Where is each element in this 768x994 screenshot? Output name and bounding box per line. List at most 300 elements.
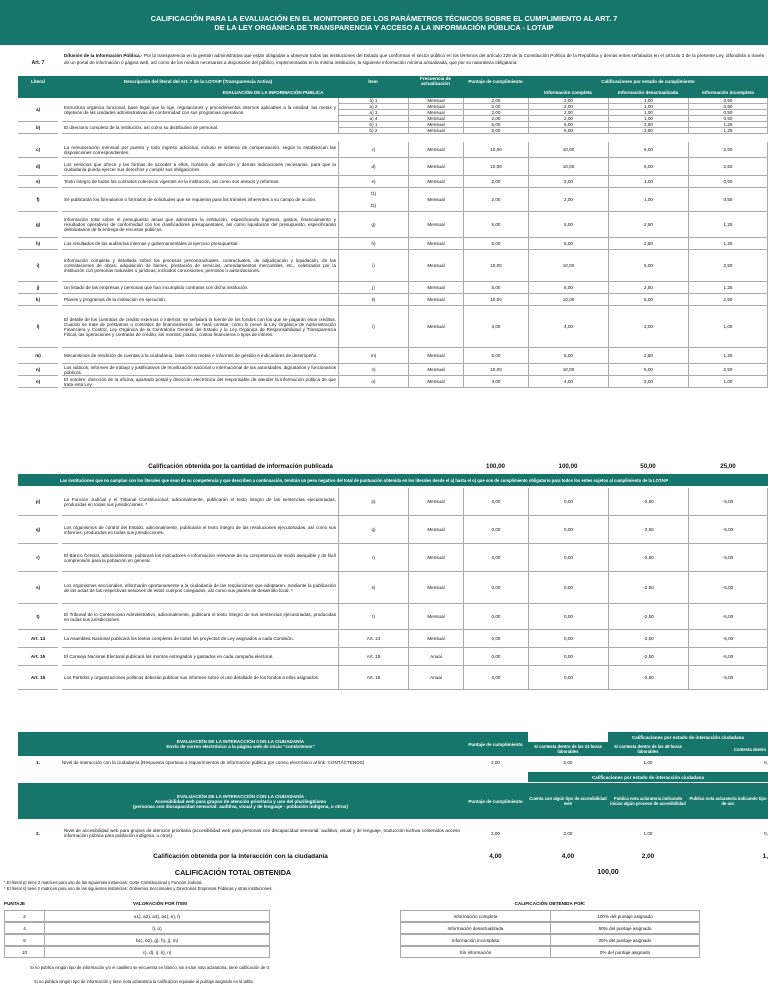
neg-row-frequency: Mensual xyxy=(408,604,463,630)
row-completa: 5,00 xyxy=(528,122,608,128)
int2-desc: Nivel de accesibilidad web para grupos de atención prioritaria (accesibilidad web para personas con discapacidad sensorial: auditiva, visual y de lenguaje, traducción kichwa contenidos acceso información pública para población indígena, u otros) xyxy=(64,828,460,838)
neg-row-description: La Función Judicial y el Tribunal Constitucional, adicionalmente, publicarán el texto íntegro de las sentencias ejecutoriadas, producidas en todas sus jurisdicciones. * xyxy=(62,488,338,516)
header-puntaje: Puntaje de cumplimiento xyxy=(463,76,528,86)
row-completa: 2,00 xyxy=(528,104,608,110)
row-puntaje: 5,00 xyxy=(463,238,528,250)
neg-row-item: p) xyxy=(338,488,408,516)
neg-row-description: La Asamblea Nacional publicará los textos completos de todos los proyectos de Ley asignados a cada Comisión. xyxy=(62,630,338,648)
neg-row-completa: 0,00 xyxy=(528,648,608,666)
row-item-label: f2) xyxy=(370,202,377,208)
row-item: a) 4 xyxy=(338,116,408,122)
int2-v2: 1,00 xyxy=(643,830,653,836)
row-incompleta: 0,50 xyxy=(688,110,768,116)
row-description: Un listado de las empresas y personas que han incumplido contratos con dicha institución. xyxy=(62,282,338,294)
neg-row-completa: 0,00 xyxy=(528,544,608,572)
int2-subtitle2: (personas con discapacidad sensorial: auditiva, visual y de lenguaje - población indígena, u otros) xyxy=(133,803,348,809)
legend-puntaje: 4 xyxy=(4,922,44,934)
int1-h3: Contesta dentro xyxy=(688,742,768,756)
int1-v1: 2,00 xyxy=(563,759,573,765)
neg-row-item: Art. 16 xyxy=(338,666,408,690)
row-description: Texto íntegro de todos los contratos colectivos vigentes en la institución, así como sus anexos y reformas. xyxy=(62,176,338,188)
legend-h-valoracion: VALORACIÓN POR ÍTEM xyxy=(132,900,188,906)
row-desactualizada: 2,50 xyxy=(608,282,688,294)
neg-row-literal: Art. 14 xyxy=(18,630,58,648)
subtotal2-v2: 2,00 xyxy=(641,852,655,860)
subtotal1-completa: 100,00 xyxy=(558,463,578,470)
row-item-label: n) xyxy=(371,367,376,372)
row-desactualizada: 1,00 xyxy=(608,188,688,212)
row-desactualizada: 2,00 xyxy=(608,306,688,348)
neg-row-puntaje: 0,00 xyxy=(463,666,528,690)
row-literal: m) xyxy=(18,348,58,364)
art7-text-body: Por la transparencia en la gestión administrativa que están obligadas a observar todas las instituciones del Estado que conforman el sector público en los términos del artículo 228 de la Constitución Política de la República y demás entes señalados en el artículo 2 de la presente Ley, difundirán a través de un portal de información o página web, así como de los medios necesarios a disposición del público, implementados en la misma institución, la siguiente información mínima actualizada, que por su naturaleza obligatoria: xyxy=(64,53,764,65)
neg-row-puntaje: 0,00 xyxy=(463,630,528,648)
neg-row-completa: 0,00 xyxy=(528,488,608,516)
row-completa: 2,00 xyxy=(528,116,608,122)
row-frequency: Mensual xyxy=(408,348,463,364)
row-literal: c) xyxy=(18,142,58,158)
int1-desc: Nivel de interacción con la ciudadanía (Respuesta oportuna a requerimientos de información pública por correo electrónico al link: CONTÁCTENOS) xyxy=(62,759,365,765)
neg-row-incompleta: -5,00 xyxy=(688,630,768,648)
int2-h3: Publica nota aclaratoria indicando tipo de acc xyxy=(688,783,768,819)
row-item: b) 2 xyxy=(338,128,408,134)
row-completa: 5,00 xyxy=(528,238,608,250)
int2-puntaje-header: Puntaje de cumplimiento xyxy=(463,783,528,819)
neg-row-puntaje: 0,00 xyxy=(463,648,528,666)
neg-row-completa: 0,00 xyxy=(528,666,608,690)
row-puntaje: 5,00 xyxy=(463,282,528,294)
int1-v3: 0, xyxy=(764,759,768,765)
row-item-label: d) xyxy=(371,164,376,169)
neg-row-description: Los organismos de control del Estado, adicionalmente, publicarán el texto íntegro de las resoluciones ejecutoriadas, así como sus informes, producidos en todas sus jurisdicciones. xyxy=(62,516,338,544)
neg-row-completa: 0,00 xyxy=(528,604,608,630)
int2-v1: 2,00 xyxy=(563,830,573,836)
neg-row-incompleta: -5,00 xyxy=(688,666,768,690)
row-literal: h) xyxy=(18,238,58,250)
neg-row-literal: r) xyxy=(18,544,58,572)
row-item-label: j) xyxy=(372,285,375,290)
row-desactualizada: 1,00 xyxy=(608,98,688,104)
row-completa: 10,00 xyxy=(528,158,608,176)
row-desactualizada: 1,00 xyxy=(608,110,688,116)
neg-row-frequency: Anual xyxy=(408,666,463,690)
row-incompleta: 0,50 xyxy=(688,104,768,110)
row-puntaje: 4,00 xyxy=(463,376,528,388)
neg-row-puntaje: 0,00 xyxy=(463,544,528,572)
int1-subtitle: Envío de correo electrónico a la página web de inicio "contáctenos" xyxy=(166,744,315,749)
neg-row-incompleta: -5,00 xyxy=(688,544,768,572)
row-incompleta: 2,50 xyxy=(688,364,768,376)
title-line-2: DE LA LEY ORGÁNICA DE TRANSPARENCIA Y ACCESO A LA INFORMACIÓN PÚBLICA - LOTAIP xyxy=(214,22,554,32)
row-frequency: Mensual xyxy=(408,306,463,348)
header-frecuencia: Frecuencia de actualización xyxy=(408,76,463,86)
row-puntaje: 10,00 xyxy=(463,142,528,158)
neg-row-description: El Consejo Nacional Electoral publicará los montos entregados y gastados en cada campaña electoral. xyxy=(62,648,338,666)
row-literal: a) xyxy=(18,98,58,122)
row-frequency: Mensual xyxy=(408,142,463,158)
int1-h1: Si contesta dentro de las 24 horas laborables xyxy=(528,742,608,756)
row-completa: 10,00 xyxy=(528,142,608,158)
row-literal: b) xyxy=(18,122,58,134)
row-frequency: Mensual xyxy=(408,238,463,250)
row-description: Se publicarán los formularios o formatos de solicitudes que se requieran para los trámites inherentes a su campo de acción. xyxy=(62,188,338,212)
row-item-label: o) xyxy=(371,379,376,384)
row-desactualizada: 2,00 xyxy=(608,376,688,388)
int1-title-block xyxy=(18,732,463,756)
row-description: El directorio completo de la institución, así como su distributivo de personal. xyxy=(62,122,338,134)
row-description: El nombre, dirección de la oficina, apartado postal y dirección electrónica del responsable de atender la información pública de que trata esta Ley. xyxy=(64,376,336,387)
neg-row-description: El Tribunal de lo Contencioso Administrativo, adicionalmente, publicará el texto íntegro de sus sentencias ejecutoriadas, producidas en todas sus jurisdicciones. xyxy=(62,604,338,630)
neg-row-completa: 0,00 xyxy=(528,516,608,544)
row-frequency: Mensual xyxy=(408,176,463,188)
row-desactualizada: 2,50 xyxy=(608,128,688,134)
subtotal2-label: Calificación obtenida por la interacción con la ciudadanía xyxy=(153,852,328,860)
row-literal: e) xyxy=(18,176,58,188)
neg-row-description: Los organismos seccionales, informarán oportunamente a la ciudadanía de las resoluciones que adoptaren, mediante la publicación de las actas de las respectivas sesiones de estos cuerpos colegiados, así como sus planes de desarrollo local. * xyxy=(62,572,338,604)
row-completa: 10,00 xyxy=(528,294,608,306)
neg-row-frequency: Mensual xyxy=(408,630,463,648)
row-item xyxy=(338,212,408,238)
row-incompleta: 1,25 xyxy=(688,212,768,238)
subtotal2-v3: 1, xyxy=(762,852,768,860)
legend-estado: Información incompleta xyxy=(400,934,550,946)
neg-row-desactualizada: -2,50 xyxy=(608,604,688,630)
legend-valoracion: a1), a2), a3), a4), e), f) xyxy=(44,910,270,922)
row-incompleta: 2,50 xyxy=(688,294,768,306)
row-description: Mecanismos de rendición de cuentas a la ciudadanía, tales como metas e informes de gestión e indicadores de desempeño. xyxy=(62,348,338,364)
row-puntaje: 5,00 xyxy=(463,212,528,238)
row-incompleta: 0,50 xyxy=(688,176,768,188)
row-incompleta: 1,25 xyxy=(688,128,768,134)
row-completa: 2,00 xyxy=(528,110,608,116)
row-puntaje: 10,00 xyxy=(463,294,528,306)
int2-v3: 0, xyxy=(764,830,768,836)
row-description: Información total sobre el presupuesto anual que administra la institución, especificando ingresos, gastos, financiamiento y resultados operativos de conformidad con los clasificadores presupuestales, así como liquidación del presupuesto, especificando destinatarios de la entrega de recursos públicos. xyxy=(62,212,338,238)
row-completa: 2,00 xyxy=(528,98,608,104)
row-completa: 2,00 xyxy=(528,176,608,188)
legend-valoracion: l), o) xyxy=(44,922,270,934)
row-desactualizada: 5,00 xyxy=(608,250,688,282)
neg-row-literal: t) xyxy=(18,604,58,630)
row-completa: 4,00 xyxy=(528,376,608,388)
neg-row-desactualizada: -2,50 xyxy=(608,572,688,604)
row-item-label: l) xyxy=(372,324,375,329)
row-incompleta: 1,25 xyxy=(688,238,768,250)
neg-row-literal: s) xyxy=(18,572,58,604)
neg-row-completa: 0,00 xyxy=(528,572,608,604)
neg-row-frequency: Mensual xyxy=(408,544,463,572)
neg-row-puntaje: 0,00 xyxy=(463,516,528,544)
row-item-label: h) xyxy=(371,241,376,246)
row-description: Planes y programas de la institución en ejecución. xyxy=(62,294,338,306)
row-description: El detalle de los contratos de crédito externos o internos; se señalará la fuente de los fondos con los que se pagarán esos créditos. Cuando se trate de préstamos o contratos de financiamiento, se hará constar, como lo prevé la Ley Orgánica de Administración Financiera y Control, Ley Orgánica de la Contraloría General del Estado y la Ley Orgánica de Responsabilidad y Transparencia Fiscal, las operaciones y contratos de crédito, los montos, plazos, costos financieros o tipos de interés. xyxy=(62,306,338,348)
legend-porcentaje: 100% del puntaje asignado xyxy=(550,910,700,922)
row-puntaje: 2,00 xyxy=(463,110,528,116)
row-incompleta: 2,50 xyxy=(688,158,768,176)
legend-estado: Sin información xyxy=(400,946,550,958)
legend-puntaje: 2 xyxy=(4,910,44,922)
neg-row-incompleta: -5,00 xyxy=(688,572,768,604)
legend-h-puntaje: PUNTAJE xyxy=(4,900,26,906)
row-item xyxy=(338,376,408,388)
neg-row-frequency: Mensual xyxy=(408,488,463,516)
row-desactualizada: 2,50 xyxy=(608,212,688,238)
neg-row-item: r) xyxy=(338,544,408,572)
neg-row-literal: Art. 16 xyxy=(18,666,58,690)
row-item: a) 2 xyxy=(338,104,408,110)
neg-row-incompleta: -5,00 xyxy=(688,488,768,516)
row-literal: o) xyxy=(18,376,58,388)
neg-row-item: s) xyxy=(338,572,408,604)
row-item xyxy=(338,348,408,364)
row-completa: 5,00 xyxy=(528,282,608,294)
row-item: a) 1 xyxy=(338,98,408,104)
row-literal: k) xyxy=(18,294,58,306)
legend-porcentaje: 25% del puntaje asignado xyxy=(550,934,700,946)
row-frequency: Mensual xyxy=(408,116,463,122)
subtotal1-label: Calificación obtenida por la cantidad de información publicada xyxy=(148,463,333,470)
legend-valoracion: b1), b2), g), h), j), m) xyxy=(44,934,270,946)
row-completa: 10,00 xyxy=(528,250,608,282)
header-desactualizada: Información desactualizada xyxy=(608,86,688,98)
row-frequency: Mensual xyxy=(408,110,463,116)
row-desactualizada: 1,00 xyxy=(608,116,688,122)
row-puntaje: 10,00 xyxy=(463,250,528,282)
row-frequency: Mensual xyxy=(408,376,463,388)
row-incompleta: 1,25 xyxy=(688,122,768,128)
row-frequency: Mensual xyxy=(408,364,463,376)
neg-row-desactualizada: -2,50 xyxy=(608,666,688,690)
int2-num: 2. xyxy=(36,830,40,836)
subtotal1-puntaje: 100,00 xyxy=(486,463,505,470)
int1-top-label: Calificaciones por estado de interacción ciudadana xyxy=(608,732,768,742)
int1-title: EVALUACIÓN DE LA INTERACCIÓN CON LA CIUDADANÍA xyxy=(176,739,305,744)
row-desactualizada: 1,00 xyxy=(608,104,688,110)
row-item-label: i) xyxy=(372,263,375,268)
row-frequency: Mensual xyxy=(408,128,463,134)
row-item xyxy=(338,364,408,376)
subtotal1-desactualizada: 50,00 xyxy=(640,463,656,470)
row-description: Los servicios que ofrece y las formas de acceder a ellos, horarios de atención y demás indicaciones necesarias, para que la ciudadanía pueda ejercer sus derechos y cumplir sus obligaciones. xyxy=(62,158,338,176)
row-item xyxy=(338,188,408,212)
negative-note-bar: Las instituciones que no cumplan con los literales que sean de su competencia y que describen a continuación, tendrán un peso negativo del total de puntuación obtenida en los literales desde el a) hasta el o) que son de cumplimiento obligatorio para todos los entes sujetos al cumplimiento de la LOTAIP xyxy=(18,474,768,486)
row-literal: j) xyxy=(18,282,58,294)
row-literal: g) xyxy=(18,212,58,238)
row-item: b) 1 xyxy=(338,122,408,128)
int2-puntaje: 2,00 xyxy=(491,830,500,836)
page-title xyxy=(0,0,768,45)
row-completa: 4,00 xyxy=(528,306,608,348)
row-puntaje: 2,00 xyxy=(463,104,528,110)
int2-h2: Publica nota aclaratoria indicando iniciar algún proceso de accesibilidad xyxy=(608,783,688,819)
row-frequency: Mensual xyxy=(408,158,463,176)
art7-text xyxy=(62,48,766,78)
row-desactualizada: 5,00 xyxy=(608,142,688,158)
row-completa: 10,00 xyxy=(528,364,608,376)
neg-row-description: Los Partidos y organizaciones políticas deberán publicar sus informes sobre el uso detallado de los fondos a ellos asignados. xyxy=(62,666,338,690)
neg-row-frequency: Anual xyxy=(408,648,463,666)
row-puntaje: 2,00 xyxy=(463,188,528,212)
row-frequency: Mensual xyxy=(408,212,463,238)
total-value: 100,00 xyxy=(597,868,619,876)
row-desactualizada: 1,00 xyxy=(608,176,688,188)
row-completa: 2,00 xyxy=(528,188,608,212)
int2-subtitle: Accesibilidad web para grupos de atención prioritaria y uso del plurilingüismo xyxy=(154,798,327,804)
row-item-label: m) xyxy=(370,353,377,358)
row-item xyxy=(338,294,408,306)
row-puntaje: 2,00 xyxy=(463,98,528,104)
row-item xyxy=(338,306,408,348)
row-description: Información completa y detallada sobre los procesos precontractuales, contractuales, de adjudicación y liquidación, de las contrataciones de obras, adquisición de bienes, prestación de servicios, arrendamientos mercantiles, etc., celebrados por la institución con personas naturales o jurídicas, incluidos concesiones, permisos o autorizaciones. xyxy=(62,250,338,282)
neg-row-incompleta: -5,00 xyxy=(688,604,768,630)
row-literal: n) xyxy=(18,364,58,376)
neg-row-incompleta: -5,00 xyxy=(688,516,768,544)
row-literal: i) xyxy=(18,250,58,282)
row-item-label: k) xyxy=(371,297,376,302)
header-evaluacion: EVALUACIÓN DE LA INFORMACIÓN PÚBLICA xyxy=(18,86,528,98)
neg-row-desactualizada: -2,50 xyxy=(608,516,688,544)
row-puntaje: 10,00 xyxy=(463,158,528,176)
row-frequency: Mensual xyxy=(408,250,463,282)
title-line-1: CALIFICACIÓN PARA LA EVALUACIÓN EN EL MONITOREO DE LOS PARÁMETROS TÉCNICOS SOBRE EL CUMPLIMIENTO AL ART. 7 xyxy=(150,13,618,23)
header-completa: Información completa xyxy=(528,86,608,98)
legend-puntaje: 5 xyxy=(4,934,44,946)
subtotal1-incompleta: 25,00 xyxy=(720,463,736,470)
row-puntaje: 10,00 xyxy=(463,364,528,376)
row-description: Los viáticos, informes de trabajo y justificativos de movilización nacional o internacional de las autoridades, dignatarios y funcionarios públicos. xyxy=(64,364,336,375)
row-desactualizada: 5,00 xyxy=(608,364,688,376)
subtotal2-v1: 4,00 xyxy=(561,852,575,860)
int1-num: 1. xyxy=(36,759,40,765)
row-completa: 5,00 xyxy=(528,128,608,134)
int1-v2: 1,00 xyxy=(643,759,653,765)
neg-row-item: t) xyxy=(338,604,408,630)
neg-row-frequency: Mensual xyxy=(408,572,463,604)
row-desactualizada: 5,00 xyxy=(608,158,688,176)
row-item-label: e) xyxy=(371,179,376,184)
row-literal: d) xyxy=(18,158,58,176)
neg-row-literal: Art. 15 xyxy=(18,648,58,666)
neg-row-incompleta: -5,00 xyxy=(688,648,768,666)
row-item: a) 3 xyxy=(338,110,408,116)
neg-row-desactualizada: -2,50 xyxy=(608,630,688,648)
row-incompleta: 0,50 xyxy=(688,116,768,122)
row-item-label: f1) xyxy=(370,191,377,197)
neg-row-completa: 0,00 xyxy=(528,630,608,648)
int1-h2: Si contesta dentro de las 48 horas laborables xyxy=(608,742,688,756)
row-frequency: Mensual xyxy=(408,104,463,110)
row-item-label: g) xyxy=(371,222,376,227)
legend-note-2: Si no publica ningún tipo de información y tiene nota aclaratoria la calificación equivale al puntaje asignado en la tabla. xyxy=(34,979,254,984)
row-item xyxy=(338,176,408,188)
legend-porcentaje: 50% del puntaje asignado xyxy=(550,922,700,934)
neg-row-desactualizada: -2,50 xyxy=(608,648,688,666)
art7-text-bold: Difusión de la Información Pública.- xyxy=(64,53,143,58)
legend-puntaje: 10 xyxy=(4,946,44,958)
row-description: Estructura orgánica funcional, base legal que la rige, regulaciones y procedimientos internos aplicables a la entidad; las metas y objetivos de las unidades administrativas de conformidad con sus programas operativos. xyxy=(62,98,338,122)
total-label: CALIFICACIÓN TOTAL OBTENIDA xyxy=(174,867,292,877)
row-desactualizada: 2,50 xyxy=(608,348,688,364)
row-literal: l) xyxy=(18,306,58,348)
legend-h-calif: CALIFICACIÓN OBTENIDA POR: xyxy=(514,900,586,906)
row-desactualizada: 2,50 xyxy=(608,238,688,250)
header-calificaciones: Calificaciones por estado de cumplimiento xyxy=(528,76,768,86)
art7-label: Art. 7 xyxy=(31,60,45,66)
legend-estado: Información completa xyxy=(400,910,550,922)
int2-title-block xyxy=(18,783,463,819)
row-description: Los resultados de las auditorías internas y gubernamentales al ejercicio presupuestal. xyxy=(62,238,338,250)
row-puntaje: 2,00 xyxy=(463,116,528,122)
row-frequency: Mensual xyxy=(408,294,463,306)
neg-row-description: El Banco Central, adicionalmente, publicará los indicadores e información relevante de su competencia de modo asequible y de fácil comprensión para la población en general. xyxy=(62,544,338,572)
row-desactualizada: 5,00 xyxy=(608,294,688,306)
row-puntaje: 2,00 xyxy=(463,176,528,188)
row-frequency: Mensual xyxy=(408,188,463,212)
header-incompleta: Información incompleta xyxy=(688,86,768,98)
row-puntaje: 5,00 xyxy=(463,348,528,364)
row-item xyxy=(338,142,408,158)
header-literal: Literal xyxy=(18,76,58,86)
header-descripcion: Descripción del literal del Art. 7 de la LOTAIP (Transparencia Activa) xyxy=(58,76,338,86)
row-puntaje: 5,00 xyxy=(463,128,528,134)
row-incompleta: 1,00 xyxy=(688,306,768,348)
neg-row-puntaje: 0,00 xyxy=(463,488,528,516)
row-puntaje: 5,00 xyxy=(463,122,528,128)
row-literal: f) xyxy=(18,188,58,212)
row-desactualizada: 2,50 xyxy=(608,122,688,128)
footnote-2: * El literal s) tiene 2 matrices para uso de las siguientes instancias: Gobiernos Seccionales y Directorios Empresas Públicas y otras instituciones. xyxy=(4,885,273,891)
neg-row-desactualizada: -2,50 xyxy=(608,488,688,516)
footnote-1: * El literal p) tiene 2 matrices para uso de las siguientes instancias: Corte Constitucional y Función Judicial. xyxy=(4,879,203,885)
row-incompleta: 0,50 xyxy=(688,98,768,104)
row-item xyxy=(338,282,408,294)
neg-row-desactualizada: -2,50 xyxy=(608,544,688,572)
row-puntaje: 4,00 xyxy=(463,306,528,348)
row-item xyxy=(338,250,408,282)
row-frequency: Mensual xyxy=(408,122,463,128)
row-item-label: c) xyxy=(371,147,376,152)
neg-row-frequency: Mensual xyxy=(408,516,463,544)
neg-row-puntaje: 0,00 xyxy=(463,572,528,604)
row-completa: 5,00 xyxy=(528,348,608,364)
row-incompleta: 1,00 xyxy=(688,376,768,388)
row-incompleta: 2,50 xyxy=(688,250,768,282)
row-incompleta: 1,25 xyxy=(688,348,768,364)
neg-row-item: Art. 15 xyxy=(338,648,408,666)
row-incompleta: 1,25 xyxy=(688,282,768,294)
row-item xyxy=(338,158,408,176)
row-incompleta: 0,50 xyxy=(688,188,768,212)
neg-row-literal: p) xyxy=(18,488,58,516)
neg-row-item: q) xyxy=(338,516,408,544)
legend-porcentaje: 0% del puntaje asignado xyxy=(550,946,700,958)
legend-note-1: Si no publica ningún tipo de información y/o el casillero se encuentra en blanco, sin incluir nota aclaratoria, tiene calificación de 0. xyxy=(30,964,270,970)
row-item xyxy=(338,238,408,250)
row-completa: 5,00 xyxy=(528,212,608,238)
int2-top-label: Calificaciones por estado de interacción ciudadana xyxy=(528,772,768,782)
int2-title: EVALUACIÓN DE LA INTERACCIÓN CON LA CIUDADANÍA xyxy=(176,793,305,799)
row-frequency: Mensual xyxy=(408,98,463,104)
legend-estado: Información desactualizada xyxy=(400,922,550,934)
neg-row-literal: q) xyxy=(18,516,58,544)
int1-puntaje-header: Puntaje de cumplimiento xyxy=(463,732,528,756)
header-item: Ítem xyxy=(338,76,408,86)
int2-h1: Cuenta con algún tipo de accesibilidad web xyxy=(528,783,608,819)
row-frequency: Mensual xyxy=(408,282,463,294)
row-description: La remuneración mensual por puesto y todo ingreso adicional, incluso el sistema de compensación, según lo establezcan las disposiciones correspondientes. xyxy=(62,142,338,158)
legend-valoracion: c), d), i), k), n) xyxy=(44,946,270,958)
int1-puntaje: 2,00 xyxy=(491,759,500,765)
